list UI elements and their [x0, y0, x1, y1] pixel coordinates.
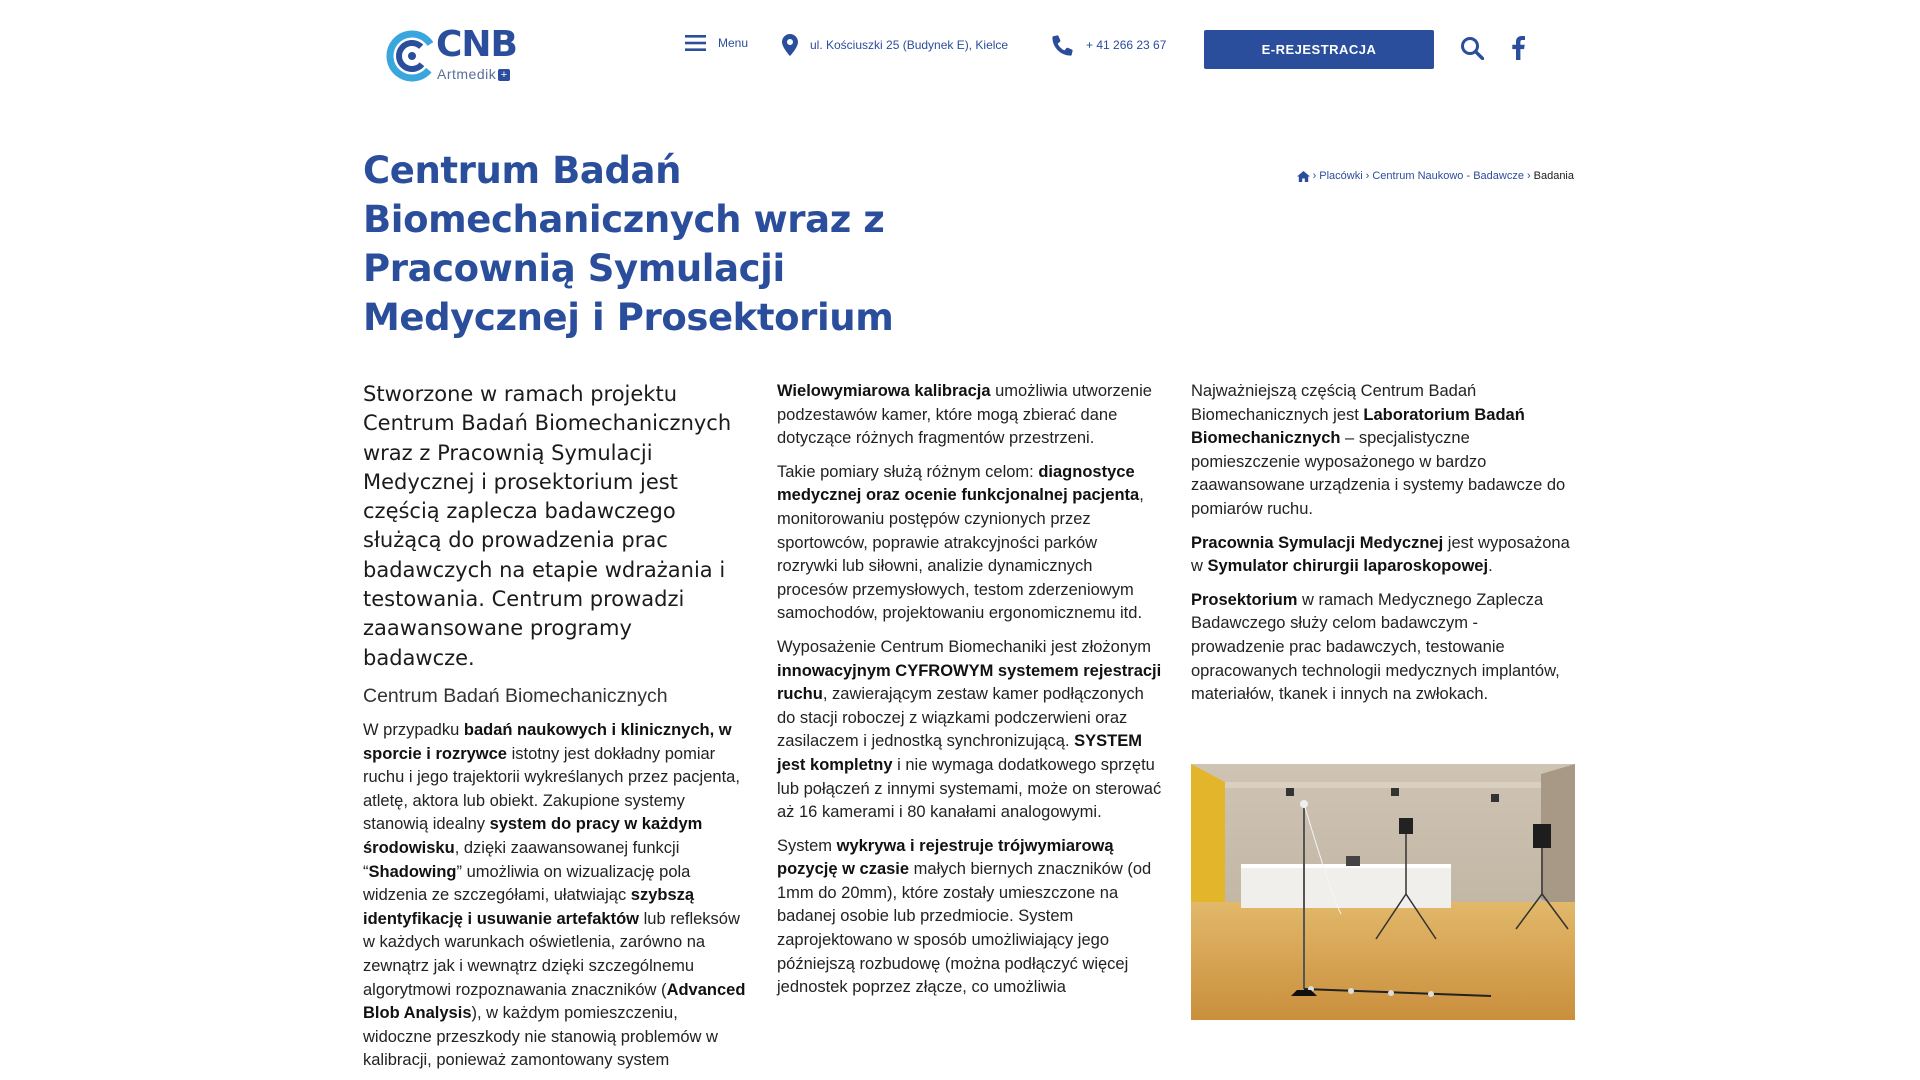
content-column-3	[1191, 380, 1576, 717]
menu-button[interactable]	[685, 34, 748, 52]
lead-paragraph: Stworzone w ramach projektu Centrum Badań Biomechanicznych wraz z Pracownią Symulacji Medycznej i prosektorium jest częścią zaplecza badawczego służącą do prowadzenia prac badawczych na etapie wdrażania i testowania. Centrum prowadzi zaawansowane programy badawcze.	[363, 382, 732, 670]
breadcrumb-item-centrum[interactable]: Centrum Naukowo - Badawcze	[1372, 170, 1524, 182]
logo-subtitle: Artmedik +	[437, 66, 510, 82]
menu-icon	[685, 34, 706, 52]
paragraph: Prosektorium w ramach Medycznego Zaplecza Badawczego służy celom badawczym - prowadzenie prac badawczych, testowanie opracowanych technologii medycznych implantów, materiałów, tkanek i innych na zwłokach.	[1191, 590, 1560, 704]
page-title: Centrum Badań Biomechanicznych wraz z Pracownią Symulacji Medycznej i Prosektorium	[363, 149, 894, 339]
e-registration-button[interactable]: E-REJESTRACJA	[1204, 30, 1434, 69]
breadcrumb-item-placowki[interactable]: Placówki	[1319, 170, 1363, 182]
section-subheading: Centrum Badań Biomechanicznych	[363, 684, 668, 707]
facebook-icon[interactable]	[1512, 36, 1525, 60]
paragraph: Wyposażenie Centrum Biomechaniki jest złożonym innowacyjnym CYFROWYM systemem rejestracji ruchu, zawierającym zestaw kamer podłączonych do stacji roboczej z wiązkami podczerwieni oraz zasilaczem i jednostką synchronizującą. SYSTEM jest kompletny i nie wymaga dodatkowego sprzętu lub połączeń z innymi systemami, może on sterować aż 16 kamerami i 80 kanałami analogowymi.	[777, 637, 1162, 822]
address-text: ul. Kościuszki 25 (Budynek E), Kielce	[810, 38, 1009, 52]
chevron-right-icon: ›	[1312, 170, 1317, 182]
paragraph: System wykrywa i rejestruje trójwymiarową pozycję w czasie małych biernych znaczników (od 1mm do 20mm), które zostały umieszczone na badanej osobie lub przedmiocie. System zaprojektowano w sposób umożliwiający jego późniejszą rozbudowę (można podłączyć więcej jednostek poprzez złącze, co umożliwia	[777, 836, 1152, 997]
breadcrumb-current: Badania	[1533, 170, 1574, 182]
phone-icon	[1050, 34, 1074, 56]
chevron-right-icon: ›	[1365, 170, 1370, 182]
paragraph: W przypadku badań naukowych i klinicznych, w sporcie i rozrywce istotny jest dokładny pomiar ruchu i jego trajektorii wykreślanych przez pacjenta, atletę, aktora lub obiekt. Zakupione systemy stanowią idealny system do pracy w każdym środowisku, dzięki zaawansowanej funkcji “Shadowing” umożliwia on wizualizację pola widzenia ze szczegółami, ułatwiając szybszą identyfikację i usuwanie artefaktów lub refleksów w każdych warunkach oświetlenia, zarówno na zewnątrz jak i wewnątrz dzięki szczególnemu algorytmowi rozpoznawania znaczników (Advanced Blob Analysis), w każdym pomieszczeniu, widoczne przeszkody nie stanowią problemów w kalibracji, ponieważ zamontowany system	[363, 720, 746, 1070]
breadcrumb	[1297, 170, 1574, 182]
site-logo[interactable]	[386, 24, 522, 86]
paragraph: Najważniejszą częścią Centrum Badań Biomechanicznych jest Laboratorium Badań Biomechanicznych – specjalistyczne pomieszczenie wyposażonego w bardzo zaawansowane urządzenia i systemy badawcze do pomiarów ruchu.	[1191, 382, 1566, 518]
chevron-right-icon: ›	[1526, 170, 1531, 182]
address-link[interactable]	[782, 34, 1008, 56]
content-column-2	[777, 380, 1162, 1010]
lab-photo-image	[1191, 764, 1575, 1020]
phone-link[interactable]	[1050, 34, 1166, 56]
map-pin-icon	[782, 34, 798, 56]
paragraph: Pracownia Symulacji Medycznej jest wyposażona w Symulator chirurgii laparoskopowej.	[1191, 533, 1570, 576]
paragraph: Wielowymiarowa kalibracja umożliwia utworzenie podzestawów kamer, które mogą zbierać dane dotyczące różnych fragmentów przestrzeni.	[777, 382, 1152, 448]
search-icon[interactable]	[1460, 36, 1484, 60]
lab-photo	[1191, 764, 1575, 1020]
site-header	[0, 0, 1920, 100]
logo-plus-icon: +	[498, 69, 510, 81]
logo-brand: CNB	[436, 24, 517, 65]
paragraph: Takie pomiary służą różnym celom: diagnostyce medycznej oraz ocenie funkcjonalnej pacjenta, monitorowaniu postępów czynionych przez sportowców, poprawie atrakcyjności parków rozrywki lub siłowni, analizie dynamicznych procesów przemysłowych, testom zderzeniowym samochodów, projektowaniu ergonomicznemu itd.	[777, 462, 1144, 623]
content-column-1	[363, 380, 748, 1080]
logo-mark-icon	[386, 30, 438, 82]
phone-text: + 41 266 23 67	[1086, 38, 1167, 52]
menu-label: Menu	[718, 36, 749, 50]
home-icon[interactable]	[1297, 171, 1310, 182]
